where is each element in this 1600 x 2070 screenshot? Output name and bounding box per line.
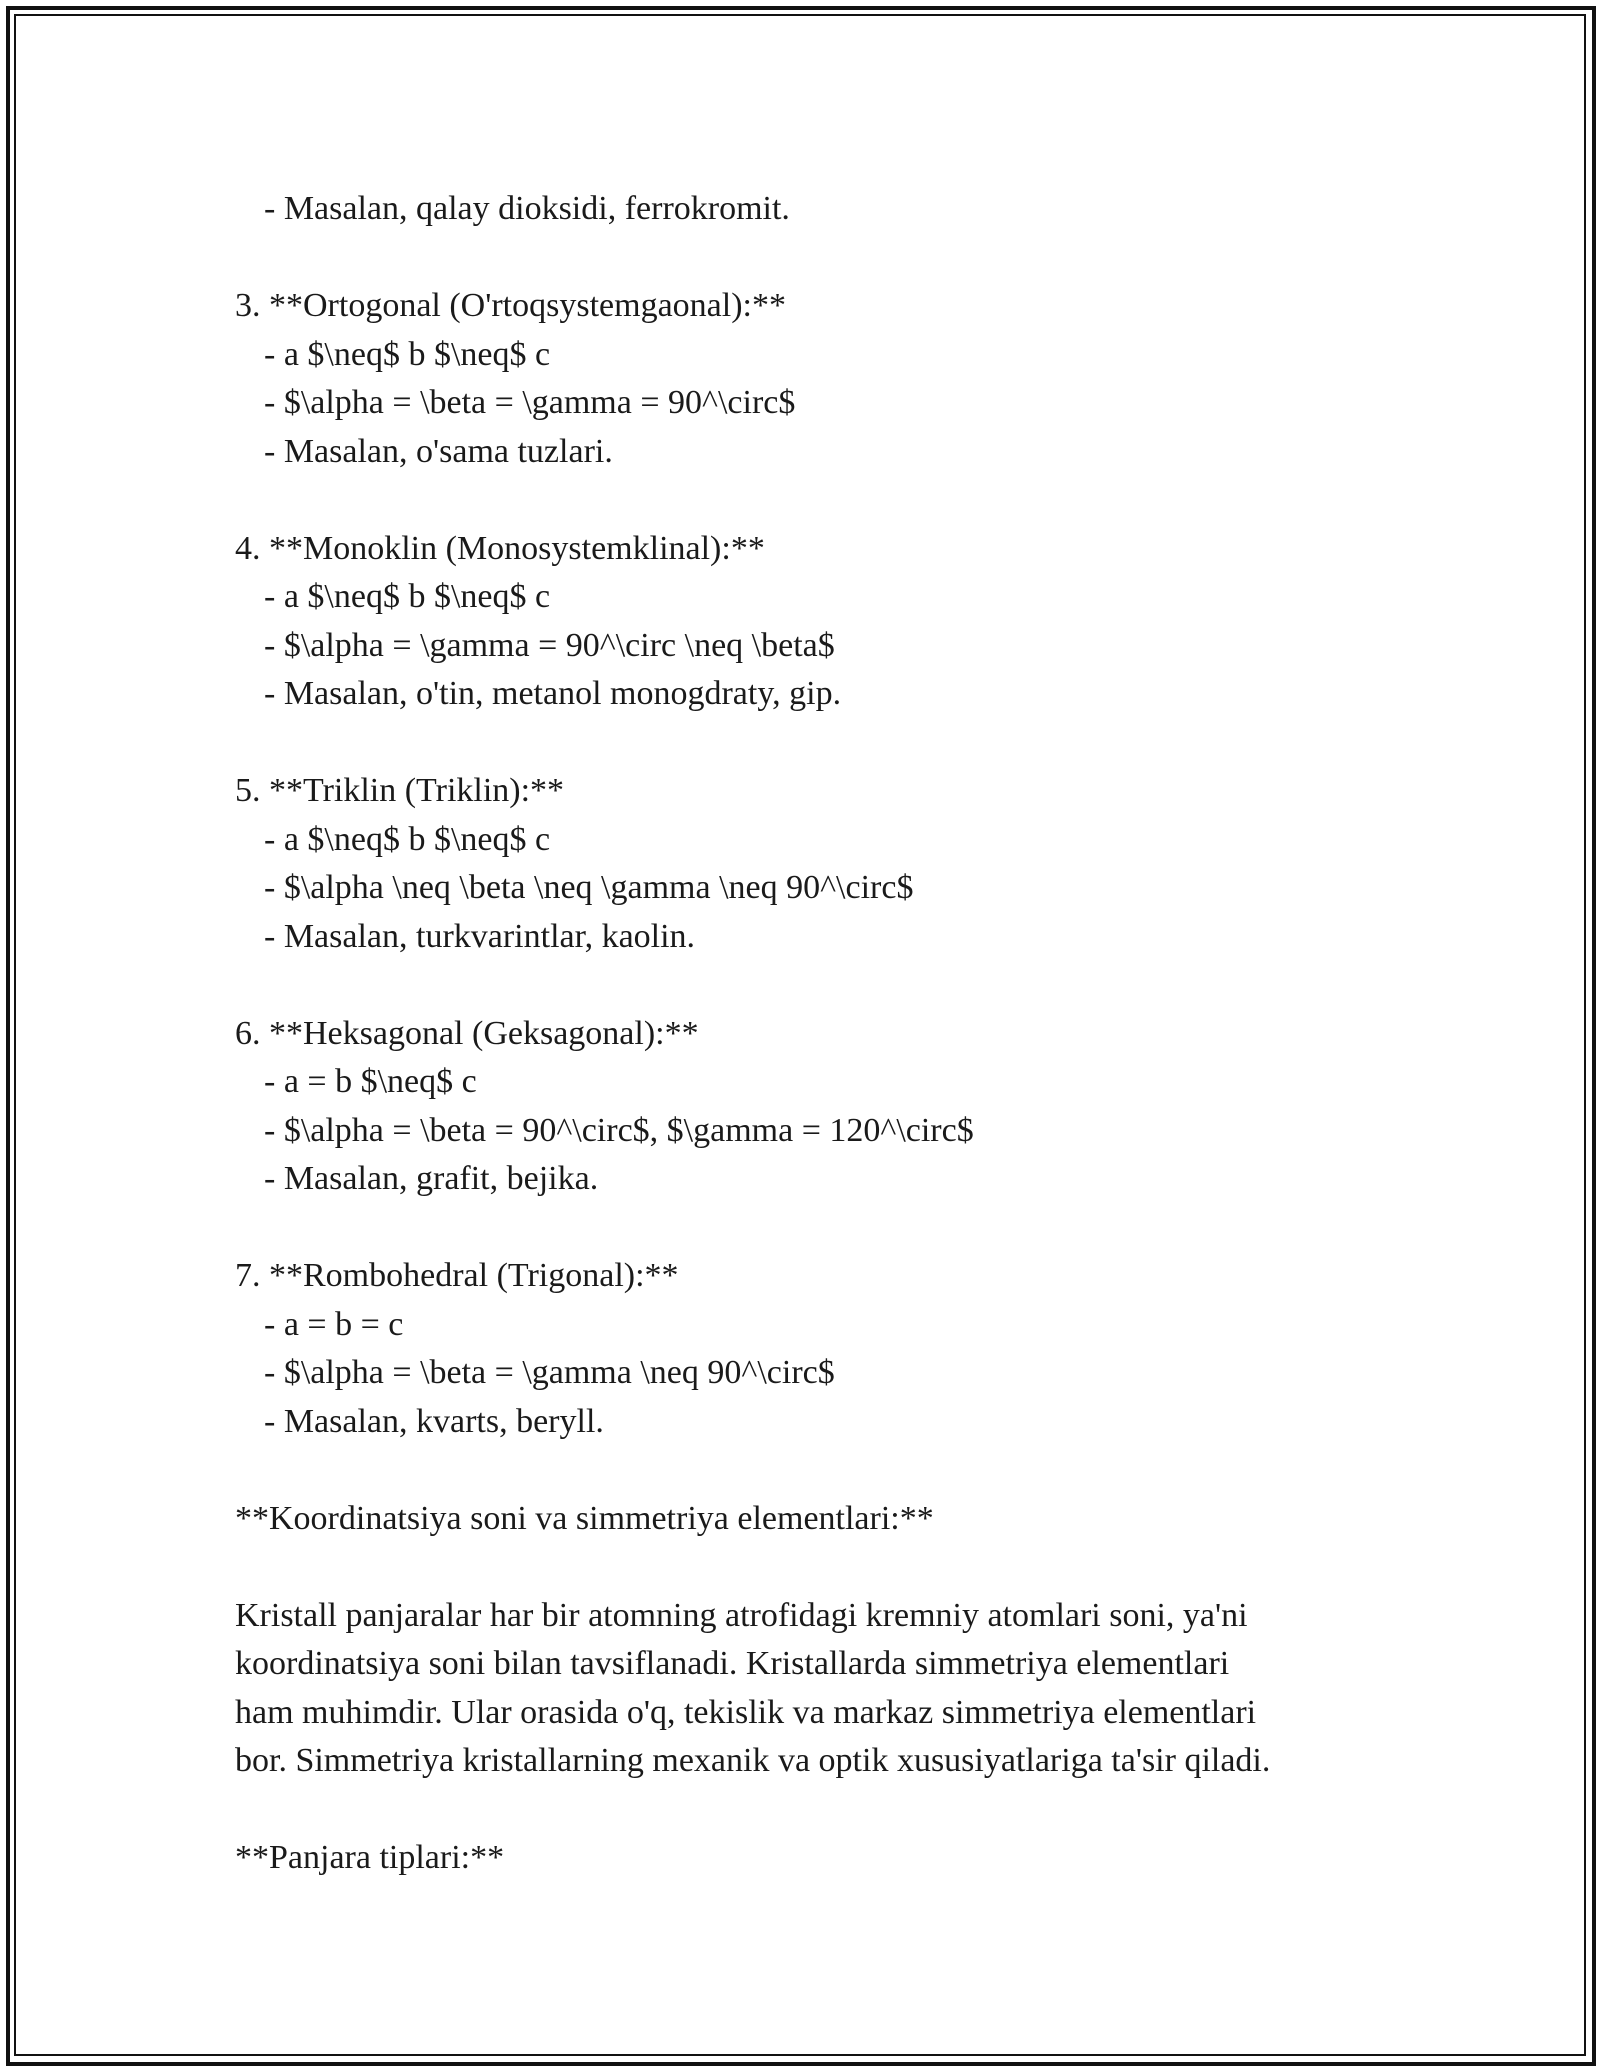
list-item: - a $\neq$ b $\neq$ c (264, 820, 551, 858)
spacer (235, 1446, 1395, 1495)
spacer (235, 1786, 1395, 1835)
spacer (235, 1543, 1395, 1592)
list-item: - a $\neq$ b $\neq$ c (264, 578, 551, 615)
spacer (235, 476, 1395, 525)
list-item: - a = b $\neq$ c (264, 1063, 477, 1100)
coordination-heading: **Koordinatsiya soni va simmetriya elementlari:** (235, 1499, 934, 1537)
list-item: - Masalan, grafit, bejika. (264, 1160, 599, 1197)
paragraph-line: Kristall panjaralar har bir atomning atrofidagi kremniy atomlari soni, ya'ni (235, 1596, 1248, 1634)
document-body (235, 185, 1395, 1883)
list-item: - Masalan, qalay dioksidi, ferrokromit. (264, 190, 790, 227)
list-item: - Masalan, o'tin, metanol monogdraty, gip. (264, 675, 842, 712)
spacer (235, 234, 1395, 283)
list-item: - Masalan, o'sama tuzlari. (264, 432, 613, 470)
list-item: - a $\neq$ b $\neq$ c (264, 335, 551, 373)
paragraph-line: bor. Simmetriya kristallarning mexanik va optik xususiyatlariga ta'sir qiladi. (235, 1742, 1271, 1779)
list-item: - Masalan, turkvarintlar, kaolin. (264, 917, 696, 955)
list-item: - Masalan, kvarts, beryll. (264, 1402, 604, 1440)
lattice-types-heading: **Panjara tiplari:** (235, 1839, 505, 1876)
list-item: - $\alpha = \beta = \gamma = 90^\circ$ (264, 384, 796, 421)
list-item: - a = b = c (264, 1305, 404, 1343)
section-heading: 7. **Rombohedral (Trigonal):** (235, 1257, 679, 1294)
section-heading: 5. **Triklin (Triklin):** (235, 772, 565, 809)
paragraph-line: ham muhimdir. Ular orasida o'q, tekislik va markaz simmetriya elementlari (235, 1693, 1257, 1731)
spacer (235, 719, 1395, 768)
list-item: - $\alpha = \gamma = 90^\circ \neq \beta$ (264, 626, 835, 664)
section-heading: 3. **Ortogonal (O'rtoqsystemgaonal):** (235, 287, 786, 324)
spacer (235, 961, 1395, 1010)
spacer (235, 1204, 1395, 1253)
paragraph-line: koordinatsiya soni bilan tavsiflanadi. Kristallarda simmetriya elementlari (235, 1645, 1230, 1682)
section-heading: 4. **Monoklin (Monosystemklinal):** (235, 529, 765, 567)
list-item: - $\alpha = \beta = 90^\circ$, $\gamma = 120^\circ$ (264, 1111, 974, 1149)
list-item: - $\alpha \neq \beta \neq \gamma \neq 90^\circ$ (264, 869, 914, 906)
list-item: - $\alpha = \beta = \gamma \neq 90^\circ$ (264, 1354, 835, 1391)
section-heading: 6. **Heksagonal (Geksagonal):** (235, 1014, 699, 1052)
